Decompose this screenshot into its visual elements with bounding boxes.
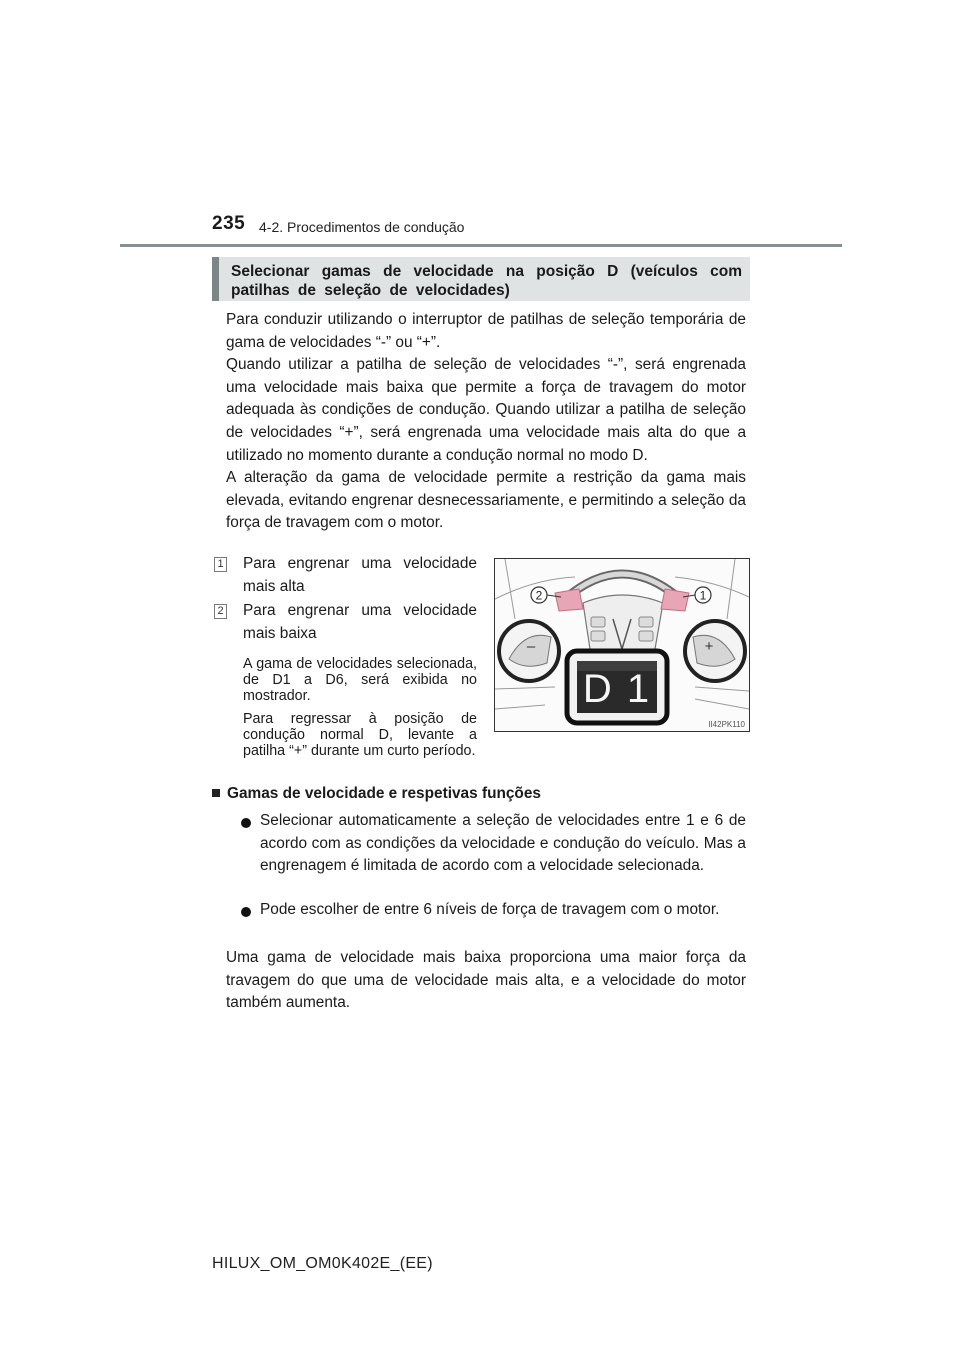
item-1-text: Para engrenar uma velocidade mais alta [243,555,477,595]
intro-text [226,309,746,535]
intro-paragraph: A alteração da gama de velocidade permite a restrição da gama mais elevada, evitando engrenar desnecessariamente, e permitindo a seleção da força de travagem com o motor. [226,469,746,532]
intro-paragraph: Para conduzir utilizando o interruptor de patilhas de seleção temporária de gama de velocidades “-” ou “+”. [226,311,746,351]
note-return-normal: Para regressar à posição de condução normal D, levante a patilha “+” durante um curto período. [243,711,477,759]
heading-box [212,257,750,301]
header-divider [120,244,842,247]
page-number: 235 [212,213,246,234]
gamas-title-text: Gamas de velocidade e respetivas funções [227,785,541,802]
bullet-text: Selecionar automaticamente a seleção de velocidades entre 1 e 6 de acordo com as condições da velocidade e condução do veículo. Mas a engrenagem é limitada de acordo com a velocidade selecionada. [260,812,746,875]
figure-callout-1: 1 [699,588,707,603]
note-display-range: A gama de velocidades selecionada, de D1 a D6, será exibida no mostrador. [243,656,477,704]
bullet-dot-icon [241,818,251,828]
intro-paragraph: Quando utilizar a patilha de seleção de velocidades “-”, será engrenada uma velocidade mais baixa que permite a força de travagem do motor adequada às condições de condução. Quando utilizar a patilha de seleção de velocidades “+”, será engrenada uma velocidade mais alta do que a utilizado no momento durante a condução normal no modo D. [226,356,746,464]
bullet-dot-icon [241,907,251,917]
item-2-text: Para engrenar uma velocidade mais baixa [243,602,477,642]
callout-number-1: 1 [214,557,227,572]
minus-paddle-label: – [526,638,536,655]
footer-code: HILUX_OM_OM0K402E_(EE) [212,1255,433,1272]
figure-code: II42PK110 [708,720,745,729]
square-bullet-icon [212,789,220,797]
list-item [241,899,746,922]
heading-title: Selecionar gamas de velocidade na posição D (veículos com patilhas de seleção de velocidades) [231,263,742,299]
list-item [241,810,746,878]
steering-paddle-illustration [494,558,750,732]
callout-number-2: 2 [214,604,227,619]
section-title: 4-2. Procedimentos de condução [259,219,465,235]
paddle-diagram-svg [495,559,749,731]
gear-display-readout: D 1 [582,667,652,711]
plus-paddle-label: + [704,638,714,655]
outro-paragraph: Uma gama de velocidade mais baixa proporciona uma maior força da travagem do que uma de velocidade mais alta, e a velocidade do motor também aumenta. [226,949,746,1012]
gamas-section-title [212,785,541,803]
bullet-text: Pode escolher de entre 6 níveis de força de travagem com o motor. [260,901,720,918]
figure-callout-2: 2 [535,588,543,603]
